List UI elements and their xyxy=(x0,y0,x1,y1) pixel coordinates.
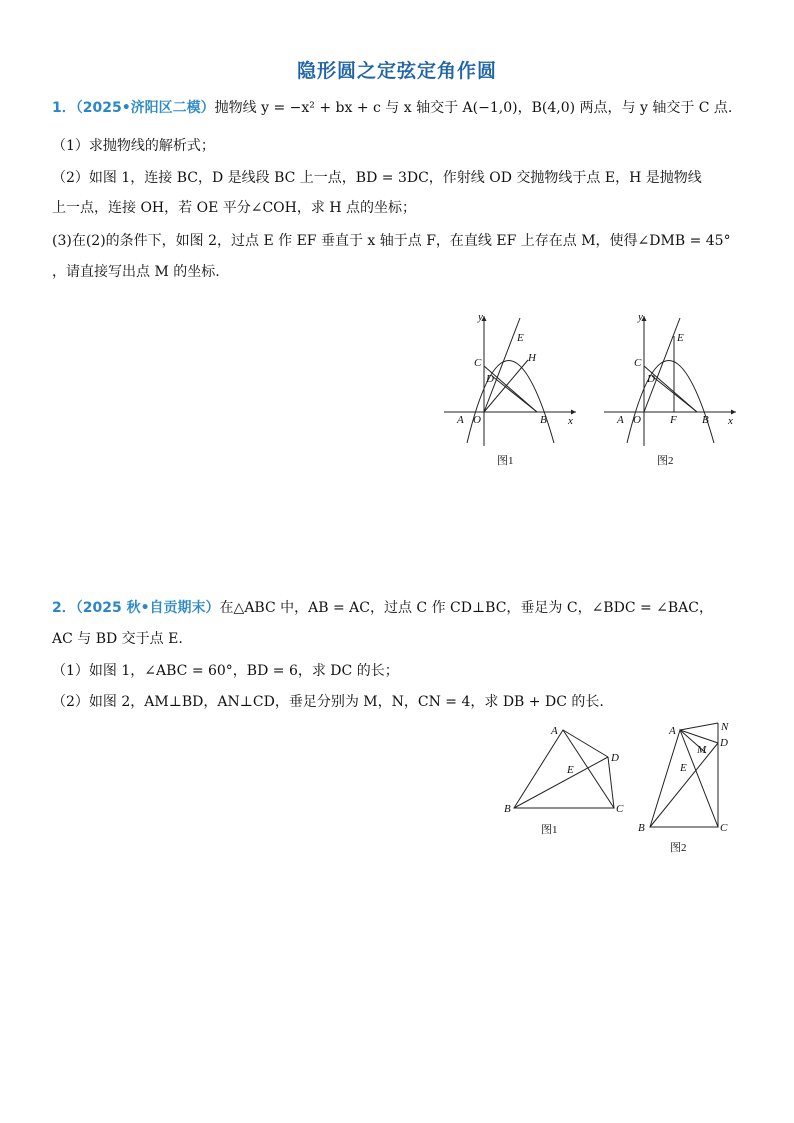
q1-figure-2 xyxy=(600,308,745,473)
q2-fig2-caption: 图2 xyxy=(670,842,687,854)
label-e: E xyxy=(567,764,574,776)
label-c: C xyxy=(634,357,642,369)
label-a: A xyxy=(617,414,624,426)
label-x: x xyxy=(728,415,733,427)
q1-source: （2025•济阳区二模） xyxy=(75,100,215,116)
label-m: M xyxy=(697,744,707,756)
ray-od xyxy=(484,318,520,412)
q1-stem-line xyxy=(52,98,732,118)
label-h: H xyxy=(528,352,536,364)
q1-part2-line2: 上一点，连接 OH，若 OE 平分∠COH，求 H 点的坐标； xyxy=(52,200,416,216)
label-e: E xyxy=(517,332,524,344)
q1-fig2-caption: 图2 xyxy=(657,455,674,467)
label-o: O xyxy=(633,414,641,426)
label-x: x xyxy=(568,415,573,427)
label-o: O xyxy=(473,414,481,426)
segment-oh xyxy=(484,360,528,412)
segment-bd xyxy=(650,743,718,827)
label-y: y xyxy=(478,311,483,323)
triangle-abc xyxy=(514,730,614,808)
label-a: A xyxy=(457,414,464,426)
q2-stem-line2: AC 与 BD 交于点 E. xyxy=(52,631,183,647)
label-b: B xyxy=(540,414,547,426)
label-e: E xyxy=(680,762,687,774)
q2-figure-1 xyxy=(500,720,635,845)
label-d: D xyxy=(486,373,494,385)
label-e: E xyxy=(677,332,684,344)
label-a: A xyxy=(551,725,558,737)
q2-number: 2． xyxy=(52,600,76,616)
q1-part3-line1: (3)在(2)的条件下，如图 2，过点 E 作 EF 垂直于 x 轴于点 F，在直线 EF 上存在点 M，使得∠DMB = 45° xyxy=(52,233,731,249)
label-d: D xyxy=(720,737,728,749)
label-n: N xyxy=(721,721,729,733)
q2-stem-line1 xyxy=(52,598,713,618)
page-title: 隐形圆之定弦定角作圆 xyxy=(296,60,497,82)
label-c: C xyxy=(720,822,728,834)
q1-part1: （1）求抛物线的解析式； xyxy=(52,138,215,154)
q2-part2: （2）如图 2，AM⊥BD，AN⊥CD，垂足分别为 M，N，CN = 4，求 DB + DC 的长. xyxy=(52,694,604,710)
q2-figure-2 xyxy=(630,715,740,860)
q1-part2-line1: （2）如图 1，连接 BC，D 是线段 BC 上一点，BD = 3DC，作射线 OD 交抛物线于点 E，H 是抛物线 xyxy=(52,170,702,186)
x-axis-arrow xyxy=(731,410,736,415)
label-b: B xyxy=(638,822,645,834)
label-c: C xyxy=(616,803,624,815)
q1-number: 1． xyxy=(52,100,76,116)
label-d: D xyxy=(611,752,619,764)
segment-ad xyxy=(680,730,718,743)
label-y: y xyxy=(638,311,643,323)
parabola xyxy=(467,361,554,444)
label-b: B xyxy=(702,414,709,426)
label-d: D xyxy=(647,373,655,385)
x-axis-arrow xyxy=(571,410,576,415)
segment-ad xyxy=(563,730,608,757)
q2-stem: 在△ABC 中，AB = AC，过点 C 作 CD⊥BC，垂足为 C，∠BDC = ∠BAC， xyxy=(219,600,713,616)
q2-part1: （1）如图 1，∠ABC = 60°，BD = 6，求 DC 的长； xyxy=(52,663,399,679)
parabola xyxy=(627,361,714,444)
q1-stem: 抛物线 y = −x² + bx + c 与 x 轴交于 A(−1,0)，B(4,0) 两点，与 y 轴交于 C 点. xyxy=(214,100,733,116)
q1-figure-1 xyxy=(440,308,585,473)
q2-fig1-caption: 图1 xyxy=(541,824,558,836)
q2-source: （2025 秋•自贡期末） xyxy=(75,600,220,616)
label-b: B xyxy=(504,803,511,815)
label-a: A xyxy=(669,725,676,737)
segment-an xyxy=(680,723,718,730)
label-f: F xyxy=(670,414,677,426)
triangle-abc xyxy=(650,730,718,827)
ray-od xyxy=(644,318,680,412)
label-c: C xyxy=(474,357,482,369)
segment-bd xyxy=(514,757,608,808)
q1-fig1-caption: 图1 xyxy=(497,455,514,467)
q1-part3-line2: ，请直接写出点 M 的坐标. xyxy=(52,264,220,280)
